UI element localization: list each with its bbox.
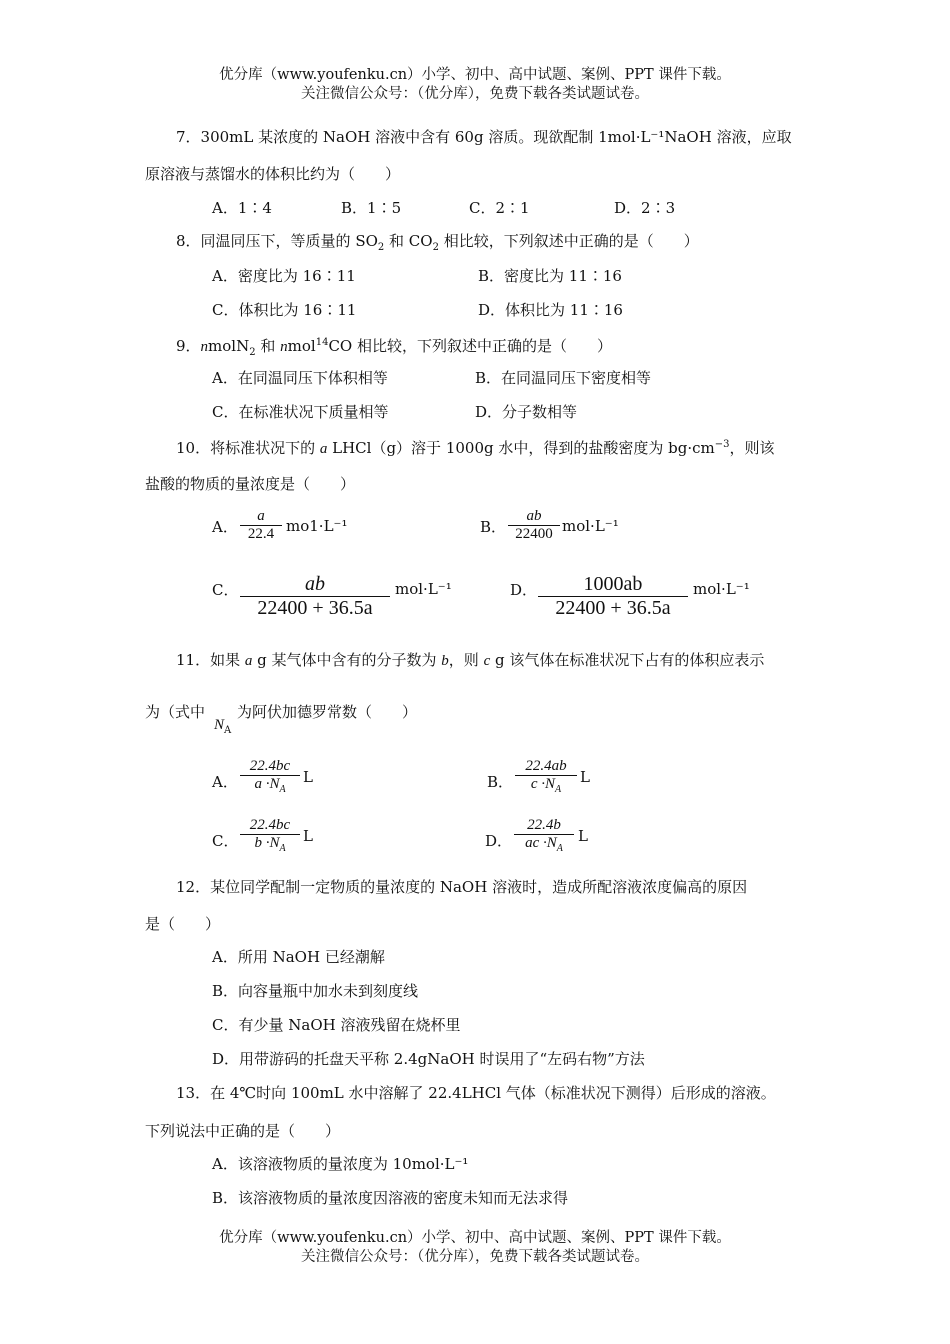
q10-option-d-unit: mol·L⁻¹ — [693, 580, 750, 598]
q11-option-b-label: B． — [487, 773, 514, 791]
q8-option-b: B．密度比为 11∶16 — [478, 267, 622, 285]
q10-option-a-fraction: a 22.4 — [240, 508, 282, 543]
q11-option-a-unit: L — [303, 768, 313, 786]
q7-option-d: D．2∶3 — [614, 199, 676, 217]
q11-option-b-fraction: 22.4ab $c \cdot N_A$ — [515, 758, 577, 795]
q11-stem-line-2: 为（式中 — [145, 703, 206, 721]
q10-option-b-unit: mol·L⁻¹ — [562, 517, 619, 535]
q11-stem-line-1: 11．如果 a g 某气体中含有的分子数为 b，则 c g 该气体在标准状况下占有的体积应表示 — [176, 651, 765, 669]
q11-avogadro-symbol: $N_A$ — [214, 717, 232, 736]
q11-option-d-fraction: 22.4b ac $\cdot N_A$ — [514, 817, 574, 854]
q11-option-c-unit: L — [303, 827, 313, 845]
q11-option-c-label: C． — [212, 832, 239, 850]
q12-option-c: C．有少量 NaOH 溶液残留在烧杯里 — [212, 1016, 461, 1034]
footer-line-2: 关注微信公众号：（优分库），免费下载各类试题试卷。 — [301, 1249, 649, 1265]
header-line-2: 关注微信公众号：（优分库），免费下载各类试题试卷。 — [301, 86, 649, 102]
footer-line-1: 优分库（www.youfenku.cn）小学、初中、高中试题、案例、PPT 课件下载。 — [219, 1230, 731, 1246]
q12-stem-line-2: 是（ ） — [145, 915, 221, 933]
q11-option-d-unit: L — [578, 827, 588, 845]
q11-option-d-label: D． — [485, 832, 513, 850]
q10-option-c-fraction: ab 22400 + 36.5a — [240, 573, 390, 620]
q10-stem-line-1: 10．将标准状况下的 a LHCl（g）溶于 1000g 水中，得到的盐酸密度为 $bg\cdot cm^{-3}$，则该 — [176, 439, 775, 457]
q12-option-d: D．用带游码的托盘天平称 2.4gNaOH 时误用了“左码右物”方法 — [212, 1050, 645, 1068]
q8-stem: 8．同温同压下，等质量的 $SO_2$ 和 $CO_2$ 相比较，下列叙述中正确的是（ ） — [176, 232, 699, 253]
q10-option-d-fraction: 1000ab 22400 + 36.5a — [538, 573, 688, 620]
q9-option-c: C．在标准状况下质量相等 — [212, 403, 389, 421]
q9-option-d: D．分子数相等 — [475, 403, 578, 421]
q8-option-d: D．体积比为 11∶16 — [478, 301, 623, 319]
header-line-1: 优分库（www.youfenku.cn）小学、初中、高中试题、案例、PPT 课件下载。 — [219, 67, 731, 83]
q7-option-c: C．2∶1 — [469, 199, 530, 217]
q10-option-c-label: C． — [212, 581, 239, 599]
q9-stem: 9．nmolN$_2$ 和 nmol$^{14}$CO 相比较，下列叙述中正确的是（ ） — [176, 337, 612, 358]
q10-option-b-fraction: ab 22400 — [508, 508, 560, 543]
q9-option-b: B．在同温同压下密度相等 — [475, 369, 652, 387]
q11-stem-line-2-end: 为阿伏加德罗常数（ ） — [237, 703, 418, 721]
q7-option-a: A．1∶4 — [212, 199, 272, 217]
q10-option-b-label: B． — [480, 518, 507, 536]
q13-option-b: B．该溶液物质的量浓度因溶液的密度未知而无法求得 — [212, 1189, 569, 1207]
q12-option-a: A．所用 NaOH 已经潮解 — [212, 948, 385, 966]
q7-stem-line-1: 7．300mL 某浓度的 NaOH 溶液中含有 60g 溶质。现欲配制 1mol·L⁻¹NaOH 溶液，应取 — [176, 128, 792, 146]
q10-option-a-label: A． — [212, 518, 238, 536]
q13-option-a: A．该溶液物质的量浓度为 10mol·L⁻¹ — [212, 1155, 469, 1173]
q10-option-c-unit: mol·L⁻¹ — [395, 580, 452, 598]
q7-option-b: B．1∶5 — [341, 199, 402, 217]
q10-option-a-unit: mo1·L⁻¹ — [286, 517, 348, 535]
q12-option-b: B．向容量瓶中加水未到刻度线 — [212, 982, 419, 1000]
q9-option-a: A．在同温同压下体积相等 — [212, 369, 388, 387]
q13-stem-line-1: 13．在 4℃时向 100mL 水中溶解了 22.4LHCl 气体（标准状况下测得）后形成的溶液。 — [176, 1084, 776, 1102]
q13-stem-line-2: 下列说法中正确的是（ ） — [145, 1122, 341, 1140]
q12-stem-line-1: 12．某位同学配制一定物质的量浓度的 NaOH 溶液时，造成所配溶液浓度偏高的原因 — [176, 878, 748, 896]
q11-option-c-fraction: 22.4bc $b \cdot N_A$ — [240, 817, 300, 854]
q11-option-b-unit: L — [580, 768, 590, 786]
q10-option-d-label: D． — [510, 581, 538, 599]
q11-option-a-label: A． — [212, 773, 238, 791]
q8-option-c: C．体积比为 16∶11 — [212, 301, 357, 319]
q10-stem-line-2: 盐酸的物质的量浓度是（ ） — [145, 475, 356, 493]
q8-option-a: A．密度比为 16∶11 — [212, 267, 356, 285]
q7-stem-line-2: 原溶液与蒸馏水的体积比约为（ ） — [145, 165, 401, 183]
q11-option-a-fraction: 22.4bc $a \cdot N_A$ — [240, 758, 300, 795]
